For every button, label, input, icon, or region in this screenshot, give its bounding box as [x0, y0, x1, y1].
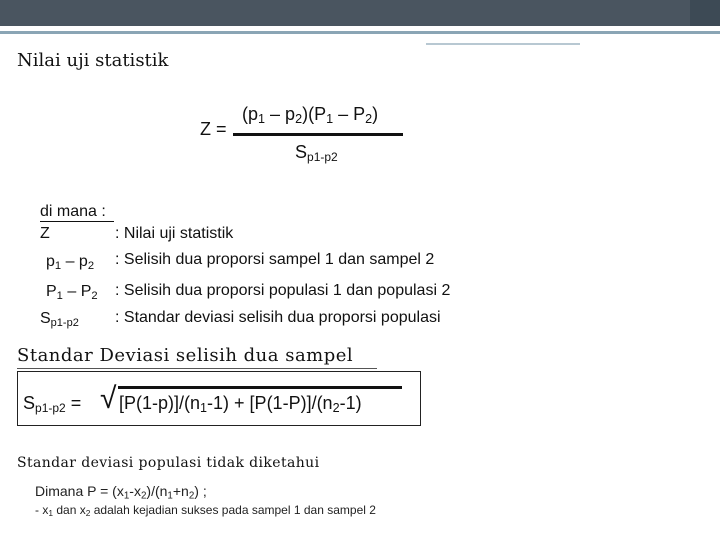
legend-heading-underline: [40, 221, 114, 222]
formula2-expression: $[P(1-p)]/(n_1-1) + [P(1-P)]/(n_2-1)$: [119, 393, 362, 416]
formula2-lhs: $S_{p1-p2}$ =: [23, 393, 82, 415]
sqrt-overline: [118, 386, 402, 389]
subheading: Standar deviasi populasi tidak diketahui: [17, 455, 320, 471]
note-line-1: Dimana $P = (x_1-x_2)/(n_1+n_2)$ ;: [35, 483, 207, 502]
fraction-line: [233, 133, 403, 136]
top-header-accent: [690, 0, 720, 26]
top-thin-line-short: [426, 43, 580, 45]
formula-numerator: $(p_1 - p_2)(P_1 - P_2)$: [242, 104, 379, 127]
legend-row-s-desc: : Standar deviasi selisih dua proporsi populasi: [115, 309, 441, 326]
section-heading-underline: [17, 368, 377, 369]
legend-heading: di mana :: [40, 203, 106, 220]
section-heading: Standar Deviasi selisih dua sampel: [17, 345, 354, 366]
note-line-2: - $x_1$ dan $x_2$ adalah kejadian sukses pada sampel 1 dan sampel 2: [35, 503, 376, 519]
legend-row-p-symbol: $p_1 - p_2$: [46, 253, 95, 272]
sqrt-symbol: √: [100, 382, 117, 415]
legend-row-z-symbol: Z: [40, 225, 50, 242]
legend-row-s-symbol: $S_{p1-p2}$: [40, 310, 79, 329]
legend-row-p-desc: : Selisih dua proporsi sampel 1 dan sampel 2: [115, 251, 435, 268]
legend-row-bigp-symbol: $P_1 - P_2$: [46, 283, 98, 302]
legend-row-bigp-desc: : Selisih dua proporsi populasi 1 dan populasi 2: [115, 282, 451, 299]
top-thin-line: [0, 31, 720, 34]
legend-row-z-desc: : Nilai uji statistik: [115, 225, 234, 242]
top-header-bar: [0, 0, 720, 26]
formula-denominator: $S_{p1-p2}$: [295, 142, 338, 164]
formula-z-lhs: Z =: [200, 119, 227, 139]
page-title: Nilai uji statistik: [17, 50, 169, 71]
